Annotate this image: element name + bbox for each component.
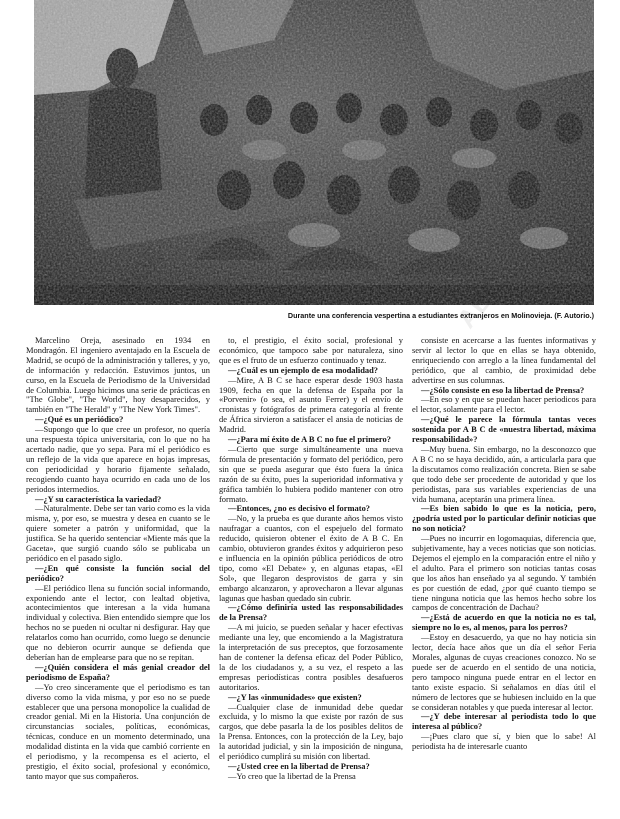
interview-answer: —No, y la prueba es que durante años hemos visto naufragar a cuantos, con el espejuelo del formato reducido, quisieron obtener el éxito de A B C. En cambio, obtuvieron grandes éxitos y adquirieron peso e influencia en la opinión pública periódicos de otro tipo, como «El Debate» y, en algunas etapas, «El Sol», que llegaron desprovistos de garra y sin embargo alcanzaron, y aprovecharon a llevar algunas lagunas que hasban quedado sin cubrir. bbox=[219, 513, 403, 603]
interview-question: —¿Quién considera el más genial creador del periodismo de España? bbox=[26, 661, 210, 682]
interview-question: —¿Y su característica la variedad? bbox=[35, 493, 162, 504]
interview-question: —¿Cuál es un ejemplo de esa modalidad? bbox=[228, 364, 379, 375]
interview-question: —¿Y las «inmunidades» que existen? bbox=[228, 691, 362, 702]
interview-answer: Marcelino Oreja, asesinado en 1934 en Mondragón. El ingeniero aventajado en la Escuela de Madrid, se ocupó de la administración y talleres, y yo, de información y redacción. Estuvimos juntos, un curso, en la Escuela de Periodismo de la Universidad de Columbia. Luego hicimos una serie de prácticas en "The Globe", "The World", hoy desaparecidos, y también en "The Herald" y "The New York Times". bbox=[26, 336, 210, 415]
interview-answer: —Mire, A B C se hace esperar desde 1903 hasta 1909, fecha en que la defensa de España por la «Porvenir» (o sea, el asunto Ferrer) y el envío de cronistas y fotógrafos de primera categoría al frente de África sirvieron a satisfacer el ansia de noticias de Madrid. bbox=[219, 374, 403, 435]
interview-question: —Entonces, ¿no es decisivo el formato? bbox=[228, 503, 371, 514]
interview-question: —¿Qué es un periódico? bbox=[35, 414, 124, 425]
interview-question: —¿Usted cree en la libertad de Prensa? bbox=[228, 760, 370, 771]
interview-answer: —Supongo que lo que cree un profesor, no quería una respuesta tópica universitaria, con lo que no ha acertado nadie, que yo sepa. Para mí el periódico es un reflejo de la vida que aparece en hojas impresas, con periodicidad y horario fijamente señalado, recogiendo cuanto haya ocurrido en cada uno de los periodos intermedios. bbox=[26, 424, 210, 494]
interview-question: —¿Para mí éxito de A B C no fue el primero? bbox=[228, 434, 391, 445]
interview-answer: consiste en acercarse a las fuentes informativas y servir al lector lo que en ellas se haya obtenido, enriqueciendo con arreglo a la línea fundamental del periódico, que al cambio, de proximidad debe advertirse en sus columnas. bbox=[412, 336, 596, 385]
interview-answer: —En eso y en que se puedan hacer periodicos para el lector, solamente para el lector. bbox=[412, 394, 596, 415]
interview-question: —¿Y debe interesar al periodista todo lo que interesa al público? bbox=[412, 711, 596, 732]
text-column-2 bbox=[219, 336, 403, 814]
text-column-3 bbox=[412, 336, 596, 814]
interview-answer: to, el prestigio, el éxito social, profesional y económico, que tampoco sabe por naturaleza, sino que es el fruto de un esfuerzo continuado y tenaz. bbox=[219, 336, 403, 365]
interview-answer: —Naturalmente. Debe ser tan vario como es la vida misma, y, por eso, se muestra y desea en cuanto se le quiere someter a patrón y uniformidad, que la justifica. Se ha querido sentenciar «Miente más que la Gaceta», que surgió cuando sólo se publicaba un periódico en el pasado siglo. bbox=[26, 503, 210, 563]
interview-answer: —Cierto que surge simultáneamente una nueva fórmula de presentación y formato del periódico, pero sin que se pueda asegurar que ésto fuera la única razón de su éxito, pues la superioridad informativa y gráfica también lo hubiera podido mantener con otro formato. bbox=[219, 443, 403, 504]
lecture-photo bbox=[34, 0, 594, 305]
interview-answer: —Yo creo que la libertad de la Prensa bbox=[228, 770, 356, 781]
interview-answer: —El periódico llena su función social informando, exponiendo ante el lector, con lealtad objetiva, acontecimientos que interesan a la vida humana individual y colectiva. Bien entendido siempre que los hechos no se pueden ni ocultar ni desfigurar. Hay que relatarlos como han ocurrido, como luego se denuncie que no debieron ocurrir aunque se defienda que deberían han de emplearse para que no se repitan. bbox=[26, 582, 210, 662]
interview-answer: —A mi juicio, se pueden señalar y hacer efectivas mediante una ley, que encomiendo a la Magistratura la interpretación de sus preceptos, que forzosamente han de contener la defensa eficaz del Poder Público, la de los ciudadanos y, a su vez, el respeto a las empresas periodísticas contra posibles desafueros autoritarios. bbox=[219, 622, 403, 692]
interview-answer: —Muy buena. Sin embargo, no la desconozco que A B C no se haya decidido, aún, a articularla para que la discutamos como realización concreta. Bien se sabe que todo debe ser procedente de autoridad y que los periodistas, para sus variables experiencias de una vida humana, aceptarán una primera línea. bbox=[412, 443, 596, 504]
interview-question: —¿Qué le parece la fórmula tantas veces sostenida por A B C de «nuestra libertad, máxima responsabilidad»? bbox=[412, 414, 596, 445]
photograph bbox=[34, 0, 594, 305]
interview-question: —¿Sólo consiste en eso la libertad de Prensa? bbox=[421, 384, 585, 395]
interview-answer: —Yo creo sinceramente que el periodismo es tan diverso como la vida misma, y por eso no se puede establecer que una persona monopolice la cualidad de creador genial. Mi en la Historia. Una conjunción de circunstancias sociales, políticas, económicas, técnicas, conduce en un momento determinado, una modalidad distinta en la vida que cambió corriente en el periodismo, y la recompensa es el acierto, el prestigio, el éxito social, profesional y económico, tanto mayor que sus compañeros. bbox=[26, 681, 210, 781]
interview-question: —¿En qué consiste la función social del periódico? bbox=[26, 562, 210, 583]
interview-answer: —Cualquier clase de inmunidad debe quedar excluida, y lo mismo la que existe por razón de sus cargos, que debe pasarla la de los posibles delitos de la Prensa. Entonces, con la protección de la Ley, bajo la autoridad judicial, y sin la imposición de ninguna, el periódico cumplirá su misión con libertad. bbox=[219, 701, 403, 762]
text-column-1 bbox=[26, 336, 210, 814]
interview-question: —¿Cómo definiría usted las responsabilidades de la Prensa? bbox=[219, 602, 403, 623]
interview-answer: —¡Pues claro que sí, y bien que lo sabe! Al periodista ha de interesarle cuanto bbox=[412, 731, 596, 752]
interview-question: —Es bien sabido lo que es la noticia, pero, ¿podría usted por lo particular definir noticias que no son noticia? bbox=[412, 503, 596, 534]
photo-caption: Durante una conferencia vespertina a estudiantes extranjeros en Molinovieja. (F. Autorio.) bbox=[287, 311, 594, 320]
interview-answer: —Pues no incurrir en logomaquias, diferencia que, subjetivamente, hay a veces noticias que son noticias. Dejemos el ejemplo en la comparación entre el niño y el adulto. Para el primero son noticias tantas cosas que los años han enseñado ya al segundo. Y también es por cuestión de edad, ¿por qué cuanto tiempo se tiene ninguna noticia que las hemos hecho sobre los campos de concentración de Dachau? bbox=[412, 533, 596, 613]
interview-answer: —Estoy en desacuerdo, ya que no hay noticia sin lector, decía hace años que un día el señor Feria Morales, algunas de cuyas creaciones conozco. No se puede ser de acuerdo en el sentido de una noticia, pero tampoco ninguna puede entrar en el lector en tanto existe espacio. Si señalamos en días útil el número de lectores que se hubiesen incluido en la que se consideran notables y que pueda interesar al lector. bbox=[412, 632, 596, 712]
interview-question: —¿Está de acuerdo en que la noticia no es tal, siempre no lo es, al menos, para los perros? bbox=[412, 612, 596, 633]
